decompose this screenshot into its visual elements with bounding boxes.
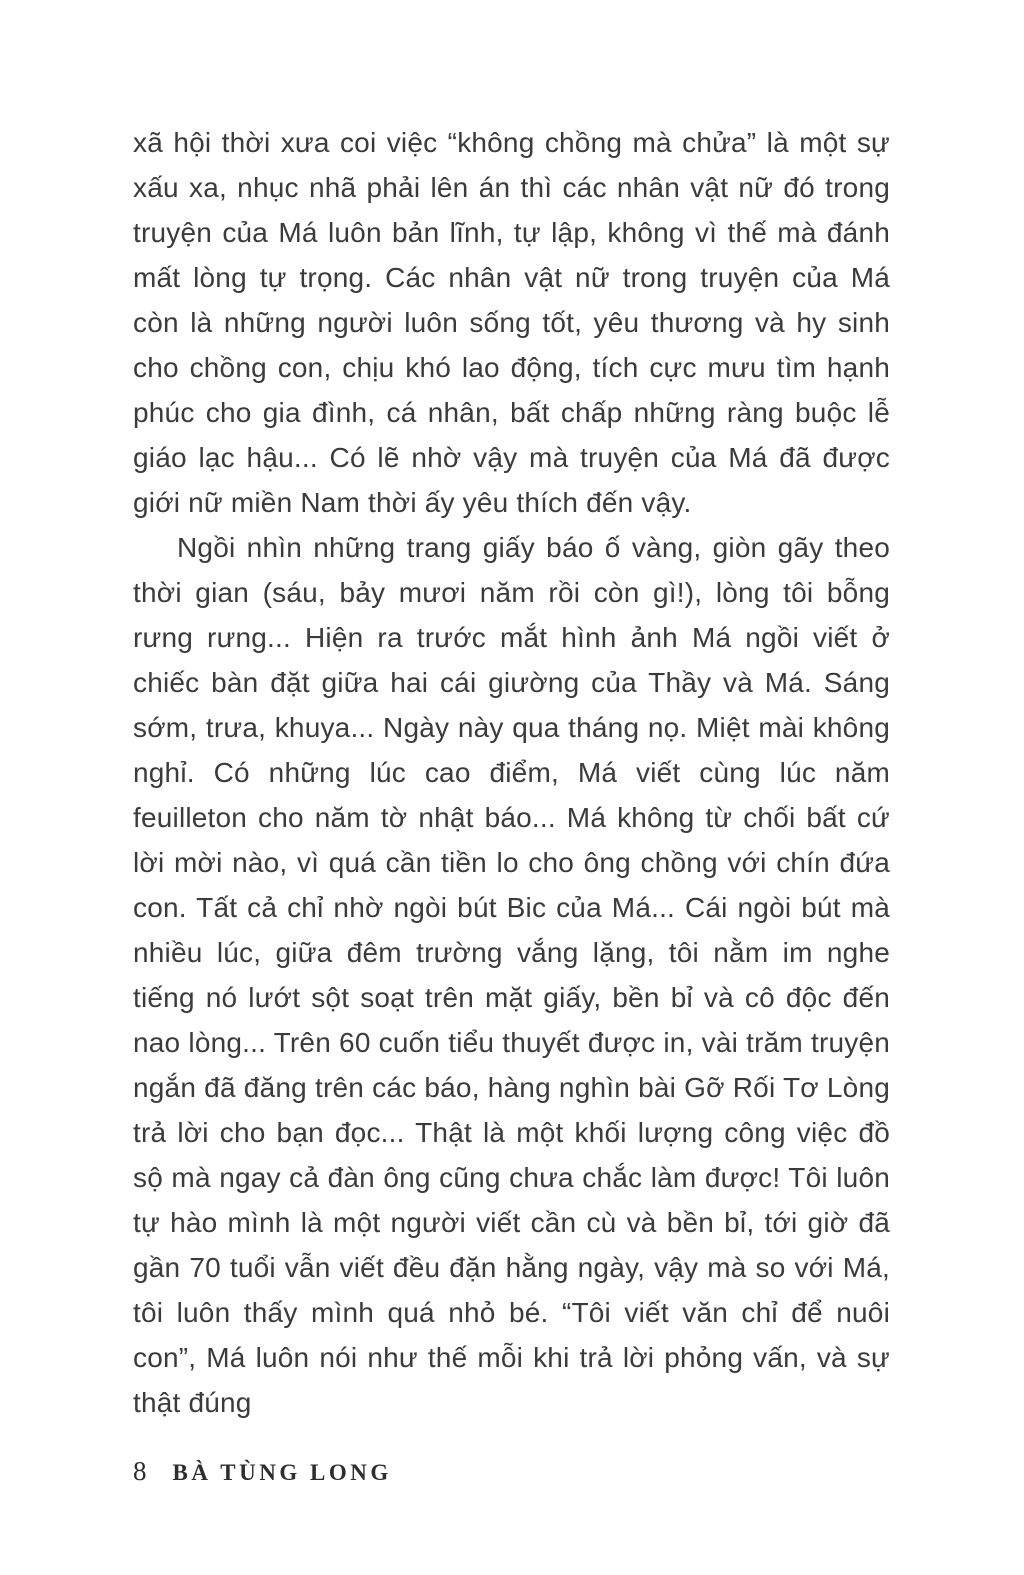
body-text [133, 120, 890, 1425]
paragraph-2: Ngồi nhìn những trang giấy báo ố vàng, giòn gãy theo thời gian (sáu, bảy mươi năm rồi còn gì!), lòng tôi bỗng rưng rưng... Hiện ra trước mắt hình ảnh Má ngồi viết ở chiếc bàn đặt giữa hai cái giường của Thầy và Má. Sáng sớm, trưa, khuya... Ngày này qua tháng nọ. Miệt mài không nghỉ. Có những lúc cao điểm, Má viết cùng lúc năm feuilleton cho năm tờ nhật báo... Má không từ chối bất cứ lời mời nào, vì quá cần tiền lo cho ông chồng với chín đứa con. Tất cả chỉ nhờ ngòi bút Bic của Má... Cái ngòi bút mà nhiều lúc, giữa đêm trường vắng lặng, tôi nằm im nghe tiếng nó lướt sột soạt trên mặt giấy, bền bỉ và cô độc đến nao lòng... Trên 60 cuốn tiểu thuyết được in, vài trăm truyện ngắn đã đăng trên các báo, hàng nghìn bài Gỡ Rối Tơ Lòng trả lời cho bạn đọc... Thật là một khối lượng công việc đồ sộ mà ngay cả đàn ông cũng chưa chắc làm được! Tôi luôn tự hào mình là một người viết cần cù và bền bỉ, tới giờ đã gần 70 tuổi vẫn viết đều đặn hằng ngày, vậy mà so với Má, tôi luôn thấy mình quá nhỏ bé. “Tôi viết văn chỉ để nuôi con”, Má luôn nói như thế mỗi khi trả lời phỏng vấn, và sự thật đúng [133, 532, 890, 1418]
running-title: BÀ TÙNG LONG [172, 1460, 392, 1485]
page-footer [133, 1456, 890, 1487]
paragraph-1: xã hội thời xưa coi việc “không chồng mà chửa” là một sự xấu xa, nhục nhã phải lên án thì các nhân vật nữ đó trong truyện của Má luôn bản lĩnh, tự lập, không vì thế mà đánh mất lòng tự trọng. Các nhân vật nữ trong truyện của Má còn là những người luôn sống tốt, yêu thương và hy sinh cho chồng con, chịu khó lao động, tích cực mưu tìm hạnh phúc cho gia đình, cá nhân, bất chấp những ràng buộc lễ giáo lạc hậu... Có lẽ nhờ vậy mà truyện của Má đã được giới nữ miền Nam thời ấy yêu thích đến vậy. [133, 127, 890, 518]
page-number: 8 [133, 1456, 147, 1486]
